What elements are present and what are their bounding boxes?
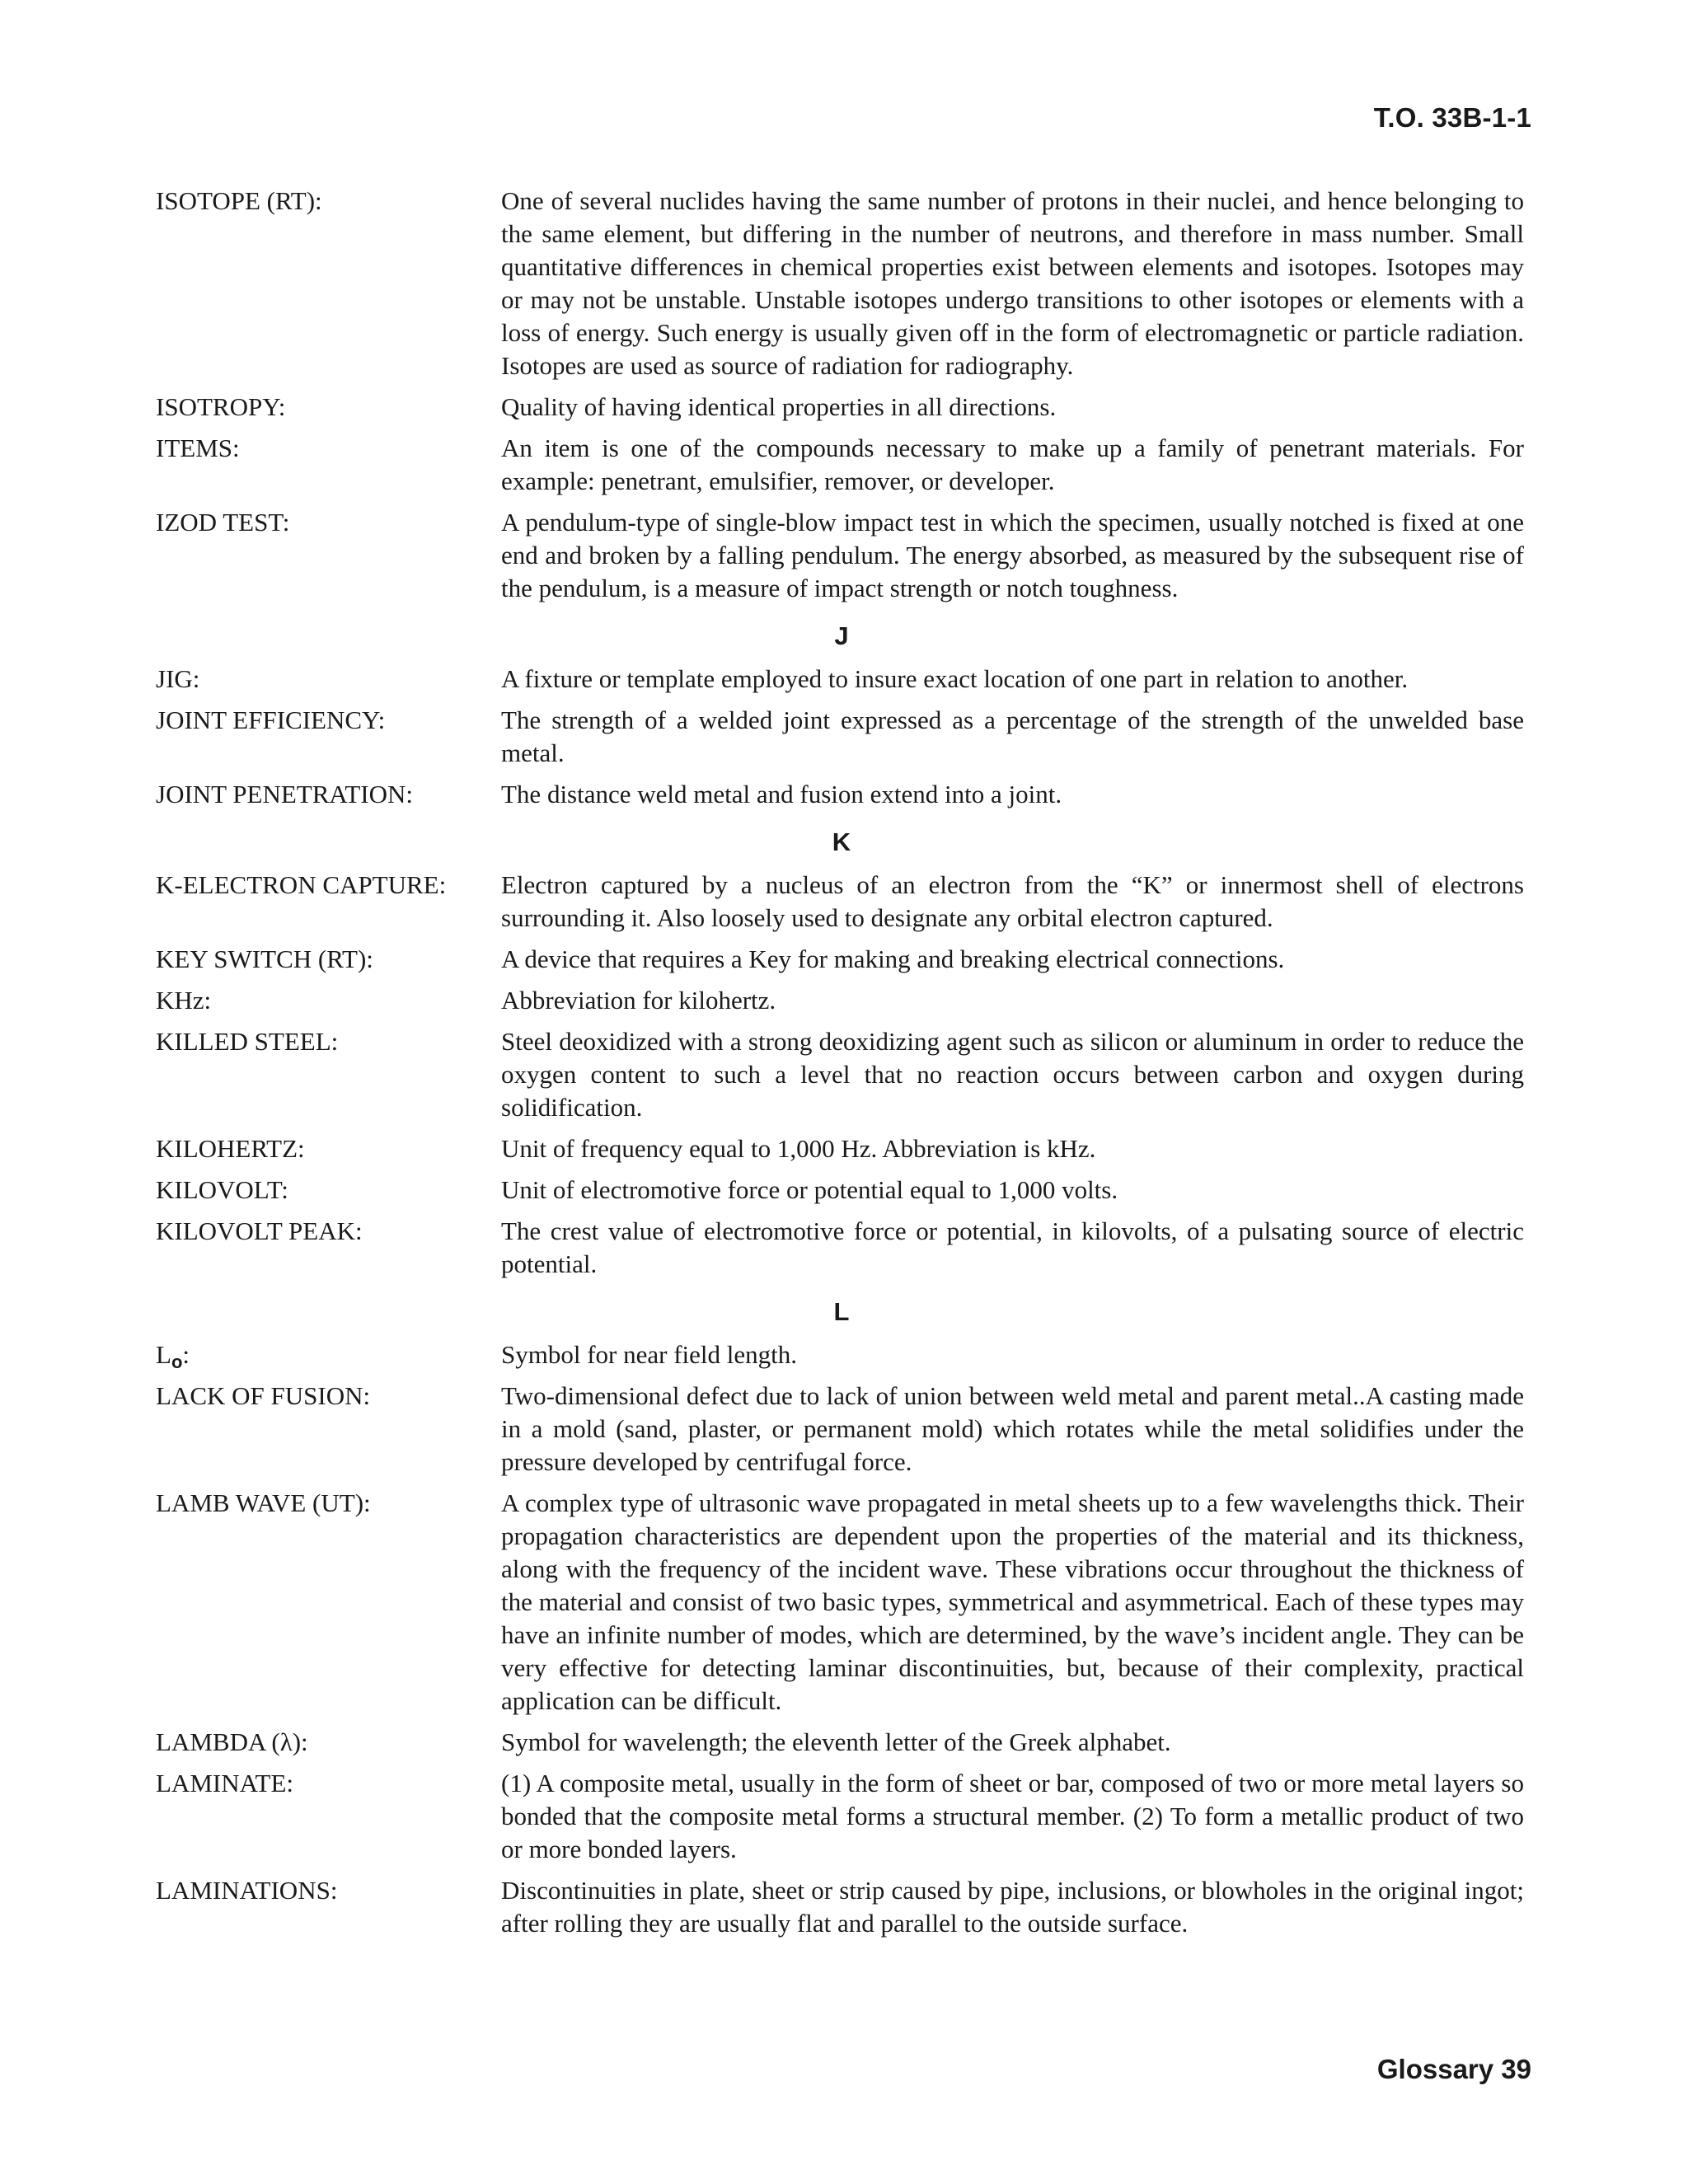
glossary-definition: The strength of a welded joint expressed as a percentage of the strength of the unwelded base metal. bbox=[501, 705, 1524, 767]
glossary-entry bbox=[156, 185, 1524, 382]
glossary-entry bbox=[156, 391, 1524, 424]
glossary-entry bbox=[156, 1767, 1524, 1866]
section-letter-l: L bbox=[833, 1297, 850, 1326]
document-id: T.O. 33B-1-1 bbox=[1373, 102, 1531, 133]
glossary-entry bbox=[156, 869, 1524, 935]
glossary-entry bbox=[156, 1874, 1524, 1940]
glossary-term bbox=[156, 1338, 501, 1371]
page-footer-label: Glossary 39 bbox=[1376, 2054, 1531, 2084]
glossary-definition: Symbol for wavelength; the eleventh letter of the Greek alphabet. bbox=[501, 1727, 1171, 1756]
glossary-term: JIG: bbox=[156, 664, 200, 693]
glossary-definition: A complex type of ultrasonic wave propagated in metal sheets up to a few wavelengths thick. Their propagation characteristics are dependent upon the properties of the material and its thickness, along with the frequency of the incident wave. These vibrations occur throughout the thickness of the material and consist of two basic types, symmetrical and asymmetrical. Each of these types may have an infinite number of modes, which are determined, by the wave’s incident angle. They can be very effective for detecting laminar discontinuities, but, because of their complexity, practical application can be difficult. bbox=[501, 1488, 1524, 1715]
glossary-term: KEY SWITCH (RT): bbox=[156, 944, 373, 973]
glossary-term: LAMINATE: bbox=[156, 1769, 294, 1797]
glossary-entry bbox=[156, 1025, 1524, 1124]
glossary-term: KILLED STEEL: bbox=[156, 1027, 339, 1056]
glossary-entry bbox=[156, 1174, 1524, 1207]
glossary-term: JOINT PENETRATION: bbox=[156, 780, 413, 808]
glossary-entry bbox=[156, 1487, 1524, 1718]
glossary-entry bbox=[156, 432, 1524, 498]
glossary-entry bbox=[156, 778, 1524, 811]
glossary-term: LAMBDA (λ): bbox=[156, 1727, 308, 1756]
term-colon: : bbox=[182, 1340, 190, 1369]
glossary-definition: Unit of frequency equal to 1,000 Hz. Abbreviation is kHz. bbox=[501, 1134, 1096, 1163]
section-letter-k: K bbox=[832, 827, 851, 856]
glossary-term: LAMINATIONS: bbox=[156, 1876, 338, 1905]
glossary-term: JOINT EFFICIENCY: bbox=[156, 705, 386, 734]
glossary-term: KILOVOLT PEAK: bbox=[156, 1216, 363, 1245]
glossary-definition: The crest value of electromotive force or potential, in kilovolts, of a pulsating source of electric potential. bbox=[501, 1216, 1524, 1278]
glossary-definition: (1) A composite metal, usually in the form of sheet or bar, composed of two or more metal layers so bonded that the composite metal forms a structural member. (2) To form a metallic product of two or more bonded layers. bbox=[501, 1769, 1524, 1863]
term-subscript: o bbox=[171, 1352, 183, 1372]
glossary-entry bbox=[156, 943, 1524, 976]
glossary-entry bbox=[156, 663, 1524, 696]
glossary-definition: Steel deoxidized with a strong deoxidizing agent such as silicon or aluminum in order to reduce the oxygen content to such a level that no reaction occurs between carbon and oxygen during solidification. bbox=[501, 1027, 1524, 1122]
glossary-definition: A fixture or template employed to insure exact location of one part in relation to another. bbox=[501, 664, 1409, 693]
glossary-definition: An item is one of the compounds necessary to make up a family of penetrant materials. For example: penetrant, emulsifier, remover, or developer. bbox=[501, 434, 1524, 495]
glossary-definition: Two-dimensional defect due to lack of union between weld metal and parent metal..A casting made in a mold (sand, plaster, or permanent mold) which rotates while the metal solidifies under the pressure developed by centrifugal force. bbox=[501, 1381, 1524, 1476]
glossary-definition: Unit of electromotive force or potential equal to 1,000 volts. bbox=[501, 1175, 1118, 1204]
glossary-definition: Symbol for near field length. bbox=[501, 1340, 797, 1369]
glossary-term: KHz: bbox=[156, 986, 212, 1015]
glossary-definition: Electron captured by a nucleus of an electron from the “K” or innermost shell of electrons surrounding it. Also loosely used to designate any orbital electron captured. bbox=[501, 870, 1524, 932]
glossary-entry bbox=[156, 704, 1524, 770]
glossary-term: KILOHERTZ: bbox=[156, 1134, 305, 1163]
glossary-definition: One of several nuclides having the same number of protons in their nuclei, and hence belonging to the same element, but differing in the number of neutrons, and therefore in mass number. Small quantitative differences in chemical properties exist between elements and isotopes. Isotopes may or may not be unstable. Unstable isotopes undergo transitions to other isotopes or elements with a loss of energy. Such energy is usually given off in the form of electromagnetic or particle radiation. Isotopes are used as source of radiation for radiography. bbox=[501, 186, 1524, 380]
glossary-definition: Discontinuities in plate, sheet or strip caused by pipe, inclusions, or blowholes in the original ingot; after rolling they are usually flat and parallel to the outside surface. bbox=[501, 1876, 1524, 1938]
glossary-term: ITEMS: bbox=[156, 434, 240, 462]
glossary-entry bbox=[156, 1132, 1524, 1165]
glossary-entry bbox=[156, 1726, 1524, 1759]
glossary-term: LACK OF FUSION: bbox=[156, 1381, 371, 1410]
glossary-definition: A pendulum-type of single-blow impact test in which the specimen, usually notched is fixed at one end and broken by a falling pendulum. The energy absorbed, as measured by the subsequent rise of the pendulum, is a measure of impact strength or notch toughness. bbox=[501, 508, 1524, 602]
glossary-term: ISOTROPY: bbox=[156, 392, 286, 421]
glossary-definition: Quality of having identical properties in all directions. bbox=[501, 392, 1057, 421]
glossary-entry bbox=[156, 1215, 1524, 1281]
glossary-entry bbox=[156, 1380, 1524, 1479]
section-letter-j: J bbox=[834, 621, 849, 650]
glossary-term: IZOD TEST: bbox=[156, 508, 290, 537]
glossary-term: ISOTOPE (RT): bbox=[156, 186, 322, 215]
glossary-entry bbox=[156, 984, 1524, 1017]
glossary-definition: Abbreviation for kilohertz. bbox=[501, 986, 776, 1015]
term-base: L bbox=[156, 1340, 171, 1369]
glossary-definition: A device that requires a Key for making and breaking electrical connections. bbox=[501, 944, 1285, 973]
glossary-entry bbox=[156, 506, 1524, 605]
glossary-entry bbox=[156, 1338, 1524, 1371]
glossary-term: KILOVOLT: bbox=[156, 1175, 288, 1204]
glossary-list bbox=[156, 185, 1524, 1948]
glossary-term: LAMB WAVE (UT): bbox=[156, 1488, 371, 1517]
glossary-definition: The distance weld metal and fusion extend into a joint. bbox=[501, 780, 1062, 808]
glossary-term: K-ELECTRON CAPTURE: bbox=[156, 870, 447, 899]
